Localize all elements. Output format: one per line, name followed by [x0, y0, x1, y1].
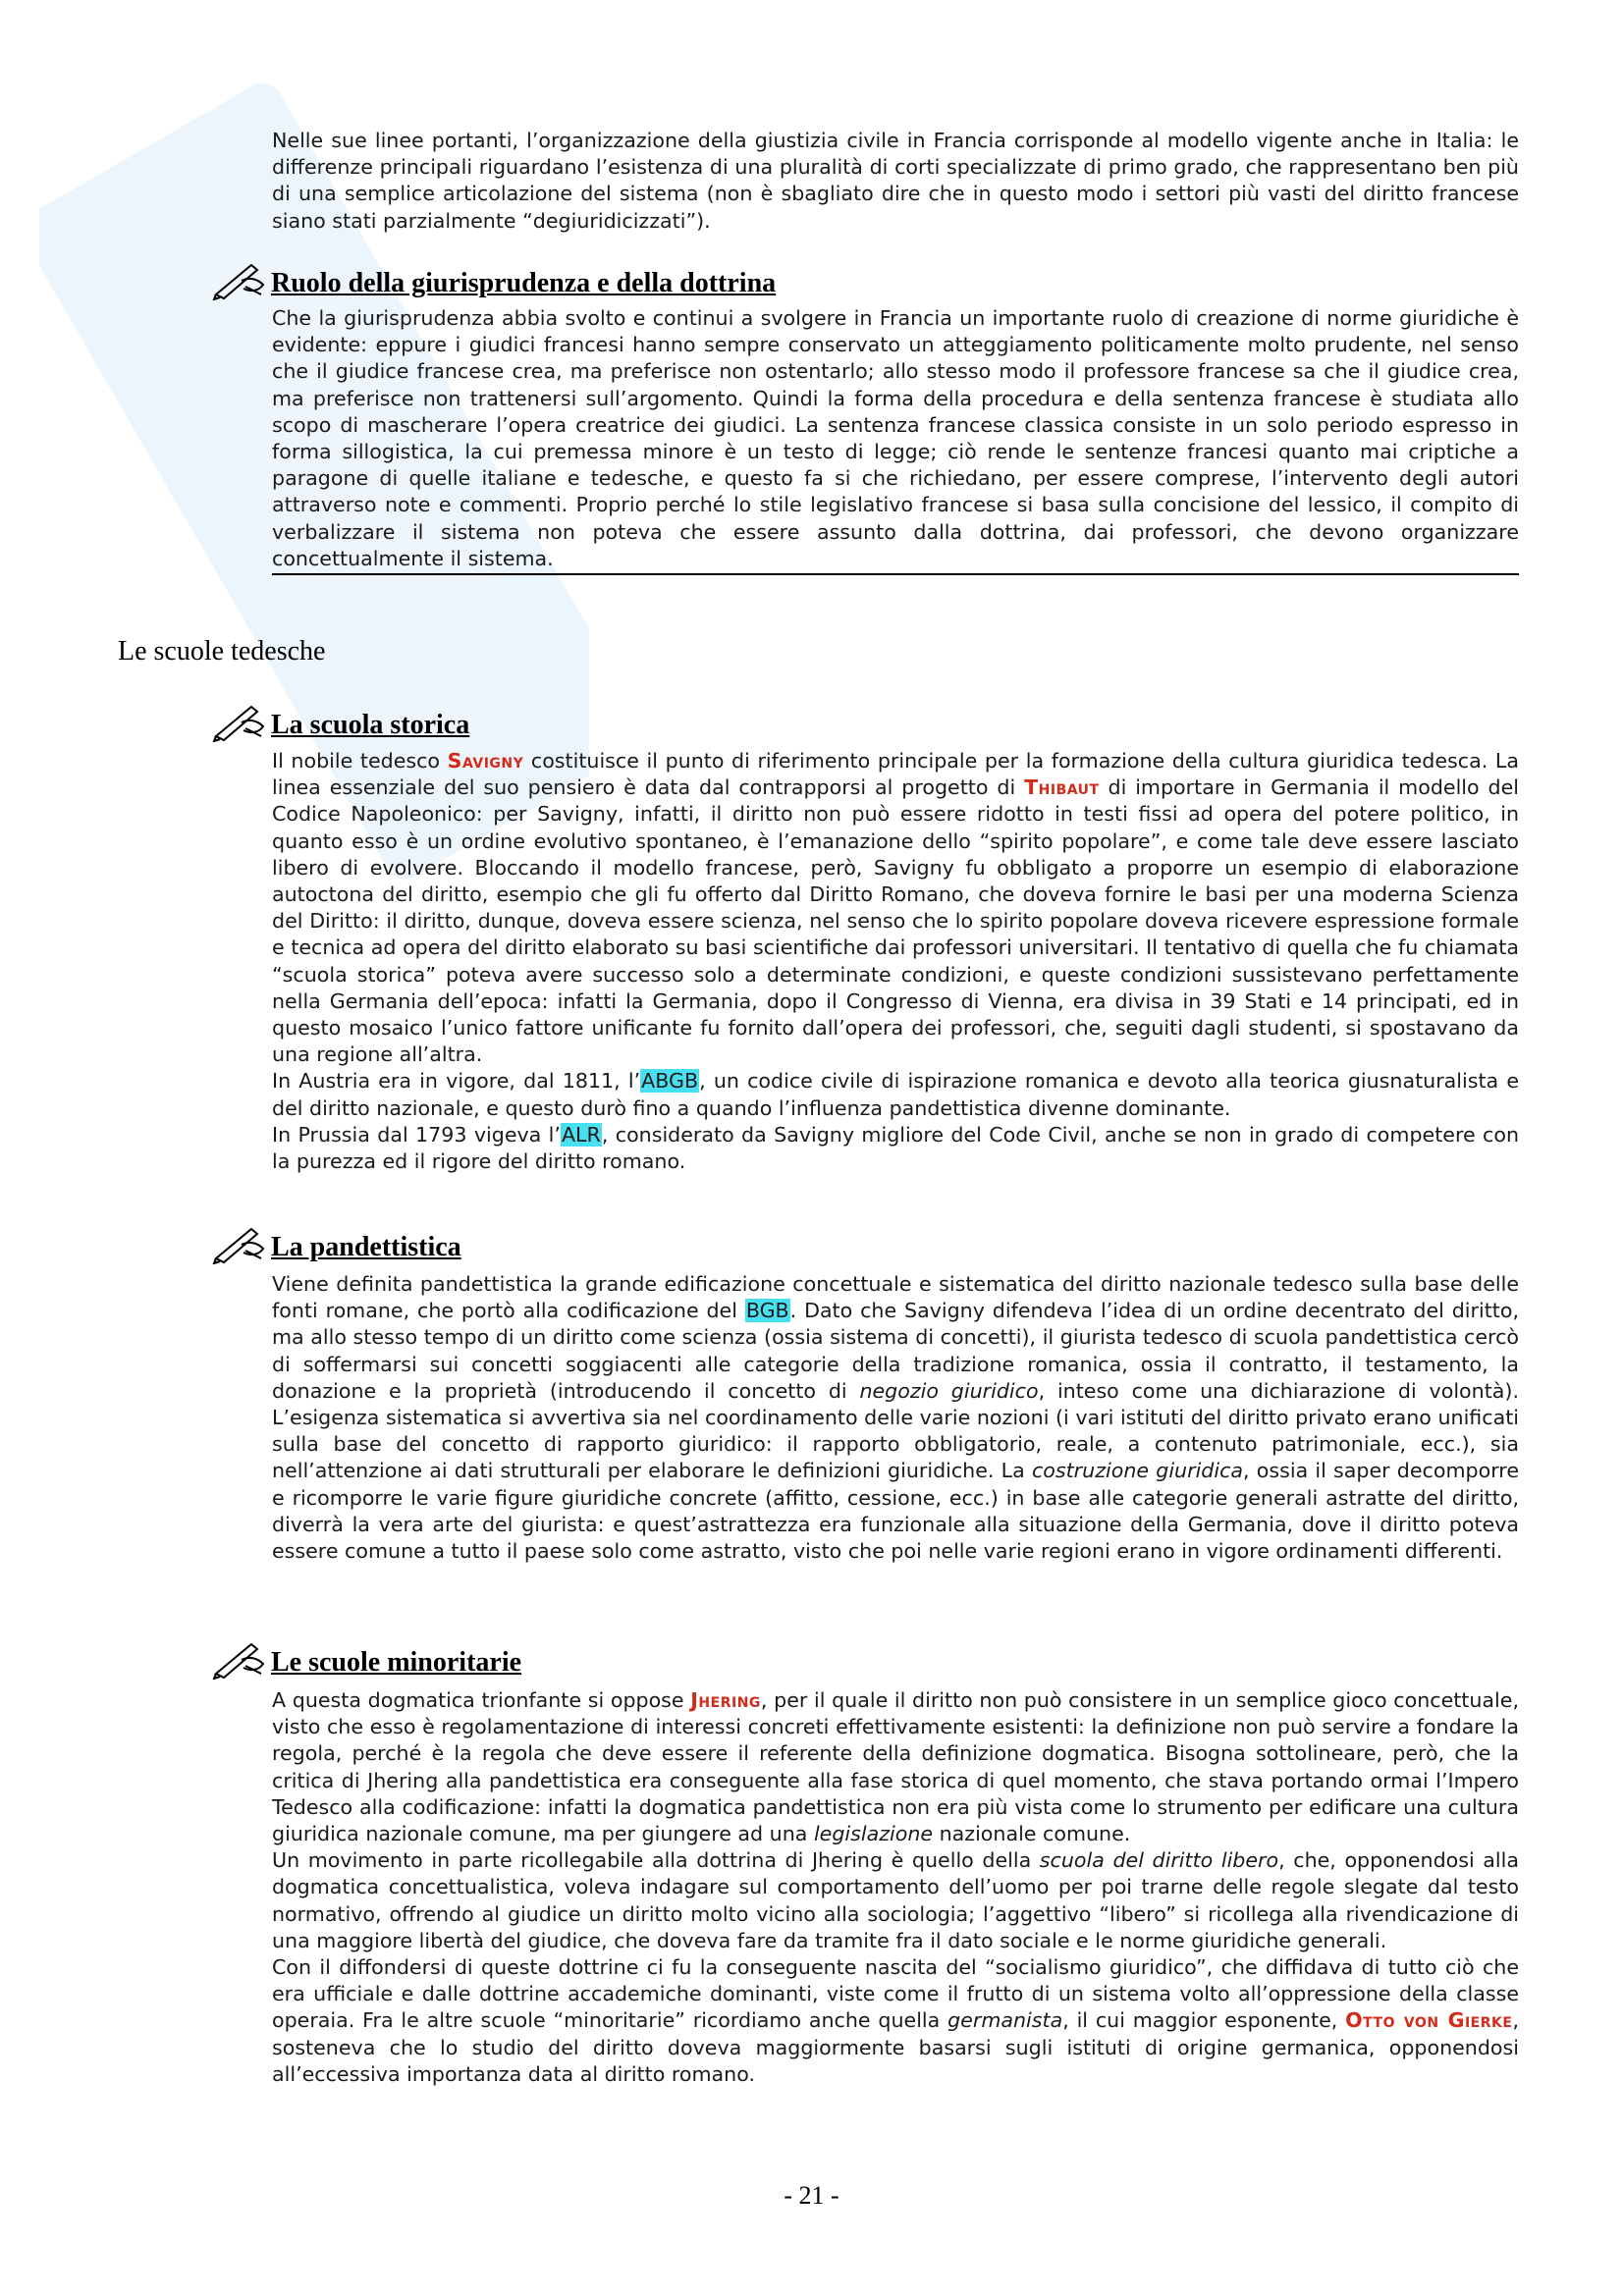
minoritarie-body: [272, 1687, 1519, 2088]
storica-body: [272, 748, 1519, 1175]
storica-paragraph-3: In Prussia dal 1793 vigeva l’ALR, considerato da Savigny migliore del Code Civil, anche se non in grado di competere con la purezza ed il rigore del diritto romano.: [272, 1122, 1519, 1174]
heading-ruolo-text: Ruolo della giurisprudenza e della dottrina: [271, 268, 777, 298]
heading-pandettistica: [212, 1221, 461, 1264]
highlight-bgb: BGB: [745, 1299, 789, 1323]
name-jhering: Jhering: [690, 1688, 761, 1712]
name-gierke: Otto von Gierke: [1345, 2008, 1513, 2033]
minoritarie-paragraph-3: Con il diffondersi di queste dottrine ci fu la conseguente nascita del “socialismo giuridico”, che diffidava di tutto ciò che era ufficiale e dalle dottrine accademiche dominanti, viste come il frutto di un sistema volto all’oppressione della classe operaia. Fra le altre scuole “minoritarie” ricordiamo anche quella germanista, il cui maggior esponente, Otto von Gierke, sosteneva che lo studio del diritto doveva maggiormente basarsi sugli istituti di origine germanica, opponendosi all’eccessiva importanza data al diritto romano.: [272, 1955, 1519, 2086]
writing-hand-icon: [212, 699, 267, 742]
heading-minoritarie-text: Le scuole minoritarie: [271, 1647, 522, 1678]
heading-storica-text: La scuola storica: [271, 710, 470, 740]
heading-ruolo: [212, 257, 776, 300]
storica-paragraph-1: Il nobile tedesco Savigny costituisce il punto di riferimento principale per la formazione della cultura giuridica tedesca. La linea essenziale del suo pensiero è data dal contrapporsi al progetto di Thibaut di importare in Germania il modello del Codice Napoleonico: per Savigny, infatti, il diritto non può essere ridotto in testi fissi ad opera del potere politico, in quanto esso è un ordine evolutivo spontaneo, è l’emanazione dello “spirito popolare”, e come tale deve essere lasciato libero di evolvere. Bloccando il modello francese, però, Savigny fu obbligato a proporre un esempio di elaborazione autoctona del diritto, esempio che gli fu offerto dal Diritto Romano, che doveva fornire le basi per una moderna Scienza del Diritto: il diritto, dunque, doveva essere scienza, nel senso che lo spirito popolare doveva ricevere espressione formale e tecnica ad opera del diritto elaborato su basi scientifiche dai professori universitari. Il tentativo di quella che fu chiamata “scuola storica” poteva avere successo solo a determinate condizioni, e queste condizioni sussistevano perfettamente nella Germania dell’epoca: infatti la Germania, dopo il Congresso di Vienna, era divisa in 39 Stati e 14 principati, ed in questo mosaico l’unico fattore unificante fu fornito dall’opera dei professori, che, seguiti dagli studenti, si spostavano da una regione all’altra.: [272, 749, 1520, 1067]
term-negozio-giuridico: negozio giuridico: [859, 1378, 1039, 1403]
term-scuola-diritto-libero: scuola del diritto libero: [1039, 1848, 1279, 1873]
highlight-alr: ALR: [561, 1122, 601, 1147]
page-number: - 21 -: [784, 2181, 839, 2210]
name-thibaut: Thibaut: [1024, 775, 1100, 800]
minoritarie-paragraph-2: Un movimento in parte ricollegabile alla dottrina di Jhering è quello della scuola del diritto libero, che, opponendosi alla dogmatica concettualistica, voleva indagare sul comportamento dell’uomo per poi trarne delle regole slegate dal testo normativo, offrendo al giudice un diritto molto vicino alla sociologia; l’aggettivo “libero” si ricollega alla rivendicazione di una maggiore libertà del giudice, che doveva fare da tramite fra il dato sociale e le norme giuridiche generali.: [272, 1848, 1519, 1952]
term-costruzione-giuridica: costruzione giuridica: [1031, 1459, 1244, 1483]
intro-paragraph: Nelle sue linee portanti, l’organizzazione della giustizia civile in Francia corrisponde al modello vigente anche in Italia: le differenze principali riguardano l’esistenza di una pluralità di corti specializzate di primo grado, che rappresentano ben più di una semplice articolazione del sistema (non è sbagliato dire che in questo modo i settori più vasti del diritto francese siano stati parzialmente “degiuridicizzati”).: [272, 129, 1519, 233]
section-divider: [272, 573, 1519, 575]
pandettistica-body: Viene definita pandettistica la grande edificazione concettuale e sistematica del diritto nazionale tedesco sulla base delle fonti romane, che portò alla codificazione del BGB. Dato che Savigny difendeva l’idea di un ordine decentrato del diritto, ma allo stesso tempo di un diritto come scienza (ossia sistema di concetti), il giurista tedesco di scuola pandettistica cercò di soffermarsi sui concetti soggiacenti alle categorie della tradizione romanica, ossia il contratto, il testamento, la donazione e la proprietà (introducendo il concetto di negozio giuridico, inteso come una dichiarazione di volontà). L’esigenza sistematica si avvertiva sia nel coordinamento delle varie nozioni (i vari istituti del diritto privato erano unificati sulla base del concetto di rapporto giuridico: il rapporto obbligatorio, reale, a contenuto patrimoniale, ecc.), sia nell’attenzione ai dati strutturali per elaborare le definizioni giuridiche. La costruzione giuridica, ossia il saper decomporre e ricomporre le varie figure giuridiche concrete (affitto, cessione, ecc.) in base alle categorie generali astratte del diritto, diverrà la vera arte del giurista: e quest’astrattezza era funzionale alla situazione della Germania, dove il diritto poteva essere comune a tutto il paese solo come astratto, visto che poi nelle varie regioni erano in vigore ordinamenti differenti.: [272, 1272, 1519, 1564]
highlight-abgb: ABGB: [641, 1069, 699, 1094]
writing-hand-icon: [212, 1636, 267, 1680]
writing-hand-icon: [212, 1221, 267, 1264]
term-legislazione: legislazione: [813, 1822, 934, 1846]
heading-minoritarie: [212, 1636, 521, 1680]
ruolo-paragraph: Che la giurisprudenza abbia svolto e continui a svolgere in Francia un importante ruolo di creazione di norme giuridiche è evidente: eppure i giudici francesi hanno sempre conservato un atteggiamento politicamente molto prudente, nel senso che il giudice francese crea, ma preferisce non ostentarlo; allo stesso modo il professore francese sa che il giudice crea, ma preferisce non trattenersi sull’argomento. Quindi la forma della procedura e della sentenza francese è studiata allo scopo di mascherare l’opera creatrice dei giudici. La sentenza francese classica consiste in un solo periodo espresso in forma sillogistica, la cui premessa minore è un testo di legge; ciò rende le sentenze francesi quanto mai criptiche a paragone di quelle italiane e tedesche, e questo fa si che richiedano, per essere comprese, l’intervento degli autori attraverso note e commenti. Proprio perché lo stile legislativo francese si basa sulla concisione del lessico, il compito di verbalizzare il sistema non poteva che essere assunto dalla dottrina, dai professori, che devono organizzare concettualmente il sistema.: [272, 306, 1519, 570]
heading-storica: [212, 699, 469, 742]
name-savigny: Savigny: [447, 749, 524, 773]
writing-hand-icon: [212, 257, 267, 300]
storica-paragraph-2: In Austria era in vigore, dal 1811, l’ABGB, un codice civile di ispirazione romanica e devoto alla teorica giusnaturalista e del diritto nazionale, e questo durò fino a quando l’influenza pandettistica divenne dominante.: [272, 1069, 1519, 1120]
term-germanista: germanista: [947, 2008, 1063, 2033]
heading-pandettistica-text: La pandettistica: [271, 1232, 461, 1262]
section-title: Le scuole tedesche: [118, 636, 326, 667]
minoritarie-paragraph-1: A questa dogmatica trionfante si oppose Jhering, per il quale il diritto non può consistere in un semplice gioco concettuale, visto che esso è regolamentazione di interessi concreti effettivamente esistenti: la definizione non può servire a fondare la regola, perché è la regola che deve essere il referente della definizione dogmatica. Bisogna sottolineare, però, che la critica di Jhering alla pandettistica era conseguente alla fase storica di quel momento, che stava portando ormai l’Impero Tedesco alla codificazione: infatti la dogmatica pandettistica non era più vista come lo strumento per edificare una cultura giuridica nazionale comune, ma per giungere ad una legislazione nazionale comune.: [272, 1688, 1519, 1846]
